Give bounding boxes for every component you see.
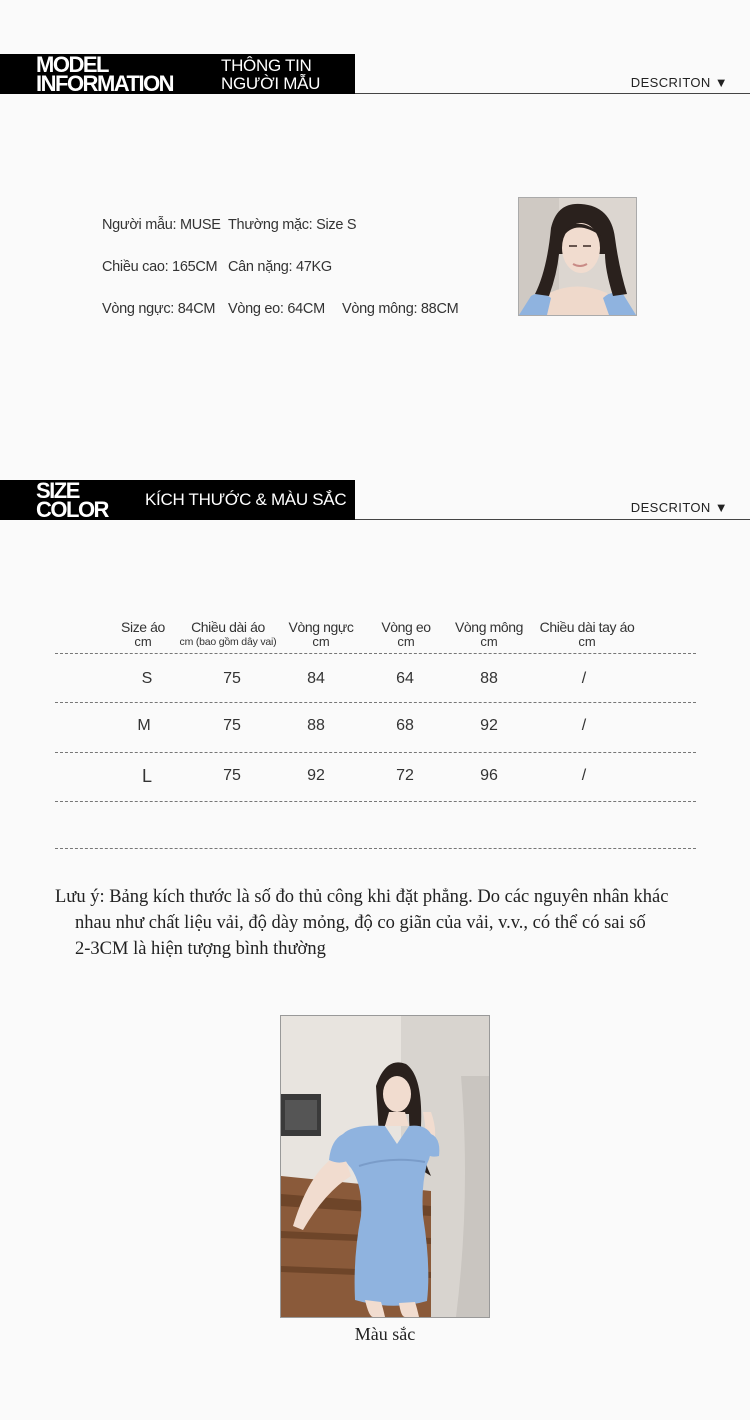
cell-sleeve: / [581, 767, 587, 784]
model-usual-size: Thường mặc: Size S [228, 217, 357, 233]
cell-hip: 96 [480, 767, 498, 784]
cell-bust: 88 [307, 717, 325, 734]
note-line: nhau như chất liệu vải, độ dày mỏng, độ co giãn của vải, v.v., có thể có sai số [75, 913, 646, 933]
table-divider [55, 752, 696, 753]
size-note [55, 884, 715, 962]
note-line: Lưu ý: Bảng kích thước là số đo thủ công khi đặt phẳng. Do các nguyên nhân khác [55, 887, 669, 907]
model-bust: Vòng ngực: 84CM [102, 301, 216, 317]
cell-waist: 72 [396, 767, 414, 784]
model-info-description-toggle[interactable]: DESCRITON ▼ [630, 75, 728, 90]
product-photo [280, 1015, 490, 1318]
model-portrait-image [518, 197, 637, 316]
size-color-banner [0, 480, 355, 520]
model-weight: Cân nặng: 47KG [228, 259, 332, 275]
model-info-rule [355, 93, 750, 94]
model-name: Người mẫu: MUSE [102, 217, 221, 233]
cell-size: M [137, 717, 151, 734]
size-color-description-toggle[interactable]: DESCRITON ▼ [630, 500, 728, 515]
model-hip: Vòng mông: 88CM [342, 301, 459, 317]
color-caption: Màu sắc [354, 1324, 416, 1344]
model-height: Chiều cao: 165CM [102, 259, 218, 275]
cell-size: S [141, 670, 153, 687]
model-waist: Vòng eo: 64CM [228, 301, 325, 317]
cell-bust: 84 [307, 670, 325, 687]
table-divider [55, 801, 696, 802]
cell-bust: 92 [307, 767, 325, 784]
model-info-banner [0, 54, 355, 94]
table-divider [55, 653, 696, 654]
cell-length: 75 [223, 670, 241, 687]
table-divider [55, 702, 696, 703]
header-length: Chiều dài áo cm (bao gồm dây vai) [179, 619, 277, 648]
model-info-title-vn: THÔNG TIN NGƯỜI MẪU [221, 56, 321, 93]
header-bust: Vòng ngực cm [288, 619, 354, 649]
cell-length: 75 [223, 767, 241, 784]
model-info-title-en: MODEL INFORMATION [36, 52, 174, 96]
header-sleeve: Chiều dài tay áo cm [539, 619, 635, 649]
size-color-rule [355, 519, 750, 520]
cell-hip: 88 [480, 670, 498, 687]
cell-sleeve: / [581, 717, 587, 734]
cell-waist: 64 [396, 670, 414, 687]
header-hip: Vòng mông cm [454, 619, 523, 649]
cell-waist: 68 [396, 717, 414, 734]
size-color-title-vn: KÍCH THƯỚC & MÀU SẮC [145, 490, 347, 509]
header-waist: Vòng eo cm [381, 619, 431, 649]
cell-size: L [141, 766, 152, 786]
note-line: 2-3CM là hiện tượng bình thường [75, 939, 326, 959]
header-size: Size áo cm [121, 619, 165, 649]
cell-sleeve: / [581, 670, 587, 687]
size-color-title-en: SIZE COLOR [36, 478, 108, 522]
cell-hip: 92 [480, 717, 498, 734]
cell-length: 75 [223, 717, 241, 734]
table-divider [55, 848, 696, 849]
